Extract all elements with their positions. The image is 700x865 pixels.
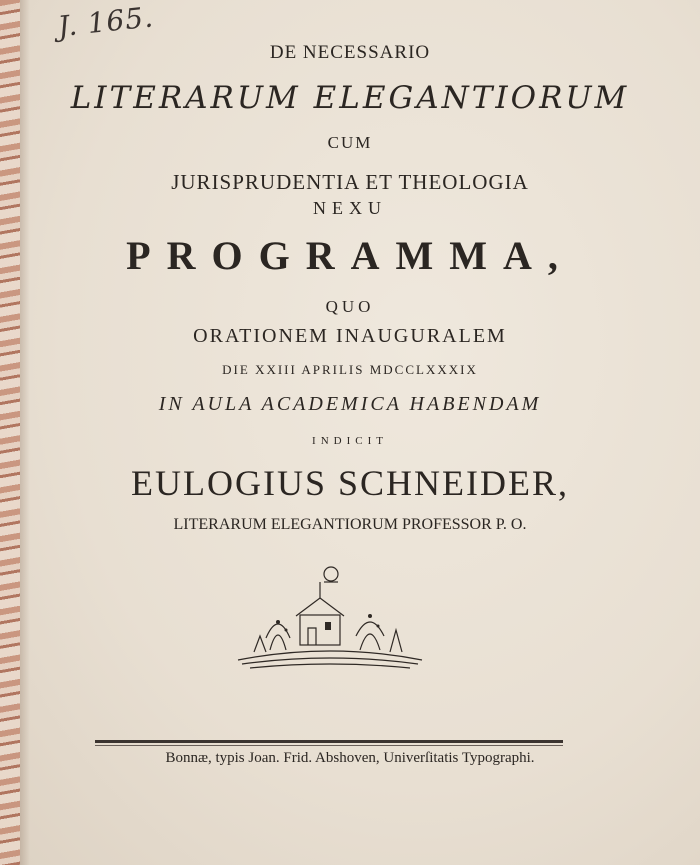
title-line-4: JURISPRUDENTIA ET THEOLOGIA [171, 170, 529, 194]
printers-vignette [230, 560, 430, 680]
title-line-11: INDICIT [312, 435, 388, 447]
title-line-6: PROGRAMMA, [126, 233, 574, 278]
binding-shadow [20, 0, 30, 865]
title-line-1: DE NECESSARIO [269, 42, 431, 63]
title-line-8: ORATIONEM INAUGURALEM [193, 325, 507, 347]
title-line-3: CUM [327, 133, 373, 152]
author-position: LITERARUM ELEGANTIORUM PROFESSOR P. O. [173, 516, 527, 533]
title-line-7: QUO [325, 297, 375, 316]
title-line-5: NEXU [313, 198, 387, 218]
thick-rule [95, 740, 563, 743]
title-line-2: LITERARUM ELEGANTIORUM [70, 80, 630, 116]
title-line-9: DIE XXIII APRILIS MDCCLXXXIX [222, 362, 478, 377]
thin-rule [95, 745, 563, 746]
title-line-10: IN AULA ACADEMICA HABENDAM [158, 393, 542, 415]
marbled-binding-edge [0, 0, 20, 865]
imprint-line: Bonnæ, typis Joan. Frid. Abshoven, Univerſitatis Typographi. [165, 750, 535, 766]
handwritten-shelfmark: J. 165. [56, 0, 156, 44]
author-name: EULOGIUS SCHNEIDER, [131, 463, 569, 503]
